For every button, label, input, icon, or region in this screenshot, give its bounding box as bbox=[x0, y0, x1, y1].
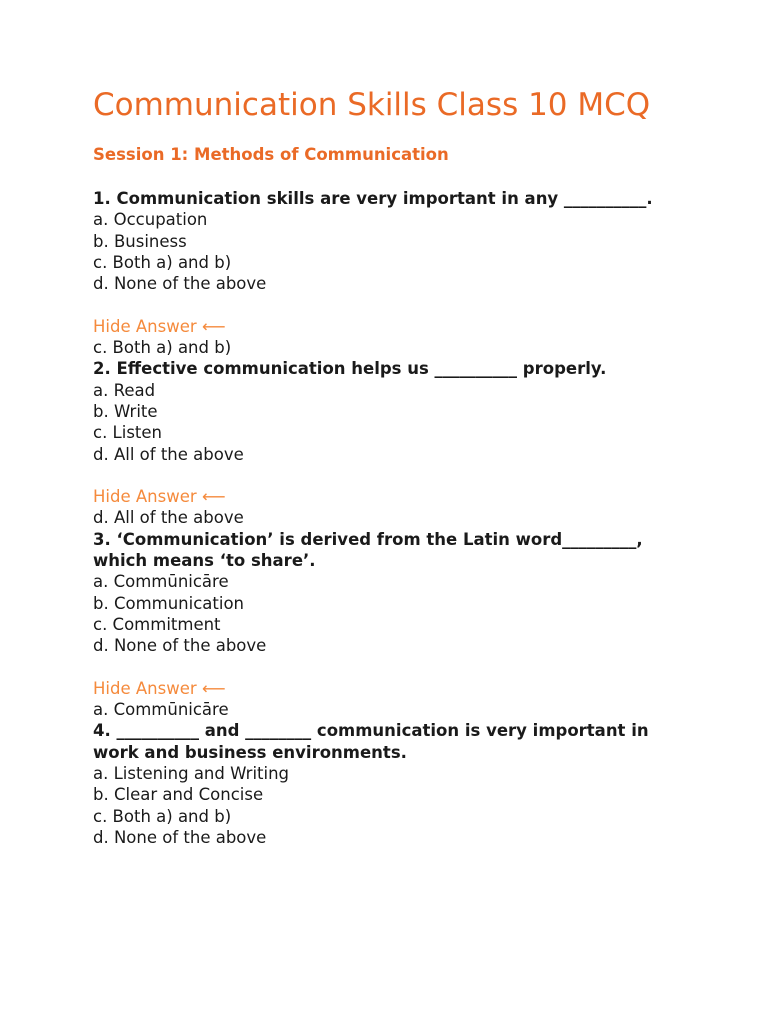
question-text: 3. ‘Communication’ is derived from the Latin word_________, which means ‘to share’. bbox=[93, 529, 643, 571]
option-a: a. Read bbox=[93, 380, 156, 400]
question-2 bbox=[93, 358, 693, 528]
option-c: c. Both a) and b) bbox=[93, 252, 232, 272]
answer-text: d. All of the above bbox=[93, 508, 244, 528]
page-title: Communication Skills Class 10 MCQ bbox=[93, 87, 651, 123]
option-c: c. Commitment bbox=[93, 614, 221, 634]
hide-answer-toggle[interactable]: Hide Answer ⟵ bbox=[93, 316, 226, 336]
option-d: d. None of the above bbox=[93, 636, 267, 656]
question-list bbox=[93, 188, 693, 848]
option-a: a. Occupation bbox=[93, 210, 208, 230]
answer-block bbox=[93, 486, 693, 529]
question-text: 4. __________ and ________ communication is very important in work and business environments. bbox=[93, 721, 649, 762]
option-d: d. All of the above bbox=[93, 444, 244, 464]
option-b: b. Clear and Concise bbox=[93, 785, 264, 805]
question-1 bbox=[93, 188, 693, 358]
question-3 bbox=[93, 529, 693, 721]
hide-answer-toggle[interactable]: Hide Answer ⟵ bbox=[93, 678, 226, 698]
question-text: 2. Effective communication helps us __________ properly. bbox=[93, 359, 607, 379]
option-d: d. None of the above bbox=[93, 827, 267, 847]
answer-text: c. Both a) and b) bbox=[93, 338, 232, 358]
option-b: b. Business bbox=[93, 231, 187, 251]
answer-block bbox=[93, 678, 693, 721]
document-page bbox=[93, 86, 693, 848]
option-d: d. None of the above bbox=[93, 274, 267, 294]
question-text: 1. Communication skills are very important in any __________. bbox=[93, 189, 653, 208]
hide-answer-toggle[interactable]: Hide Answer ⟵ bbox=[93, 487, 226, 507]
answer-text: a. Commūnicāre bbox=[93, 700, 229, 720]
session-heading: Session 1: Methods of Communication bbox=[93, 145, 449, 164]
option-c: c. Listen bbox=[93, 423, 163, 443]
option-b: b. Communication bbox=[93, 593, 245, 613]
option-a: a. Listening and Writing bbox=[93, 764, 290, 784]
option-a: a. Commūnicāre bbox=[93, 572, 229, 592]
answer-block bbox=[93, 316, 693, 359]
option-c: c. Both a) and b) bbox=[93, 806, 232, 826]
option-b: b. Write bbox=[93, 401, 158, 421]
question-4 bbox=[93, 720, 693, 848]
